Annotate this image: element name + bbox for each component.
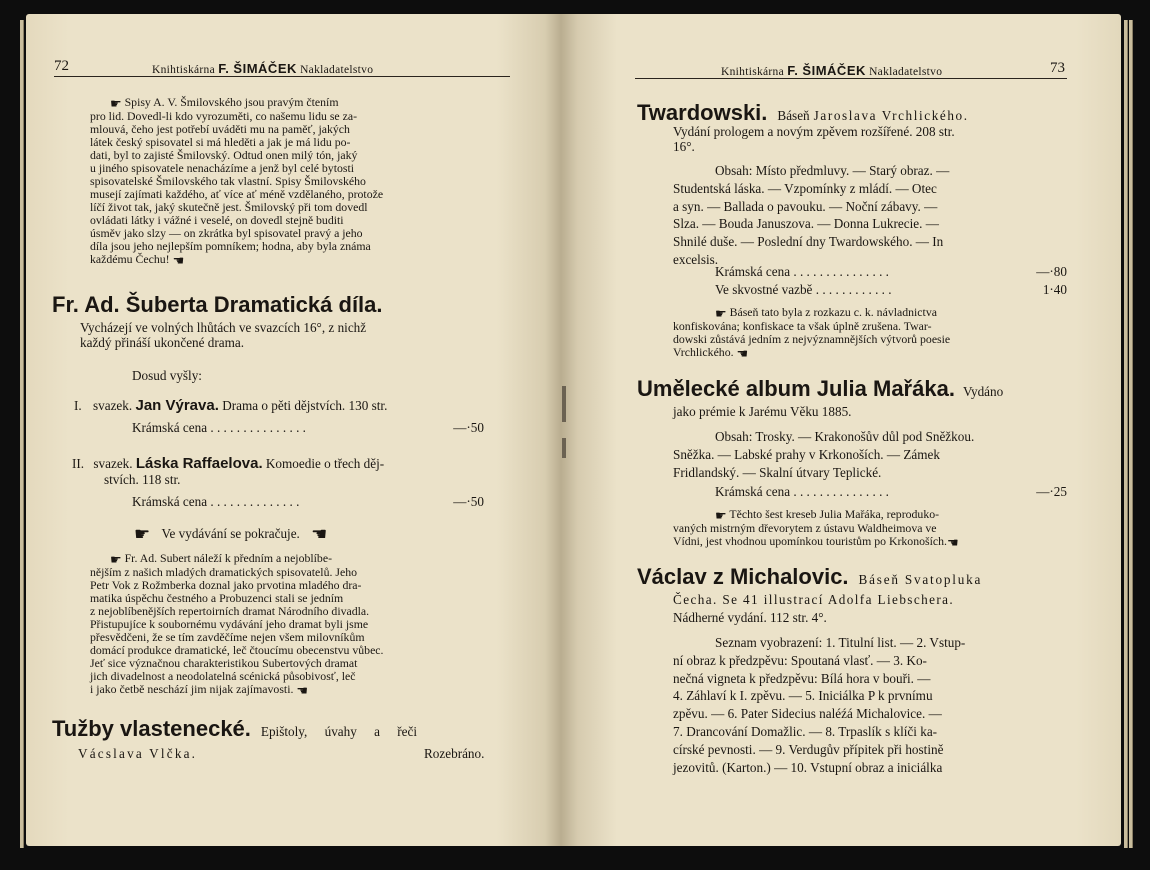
pointing-hand-icon: ☚: [296, 682, 309, 698]
contents-line: Seznam vyobrazení: 1. Titulní list. — 2. Vstup-: [715, 635, 966, 650]
album-after: Vydáno: [962, 384, 1004, 399]
smilovsky-note: [90, 96, 466, 267]
price-value: —·25: [1036, 484, 1067, 499]
price-value: —·80: [1036, 264, 1067, 279]
dosud-label: Dosud vyšly:: [132, 368, 202, 383]
note-line: Jeť sice význačnou charakteristikou Subertových dramat: [90, 655, 358, 670]
vaclav-contents: [673, 634, 965, 776]
suberta-desc: [80, 320, 366, 350]
page-edge-right: [1124, 20, 1128, 848]
tuzby-entry: [52, 716, 417, 742]
pointing-hand-icon: ☚: [311, 524, 328, 545]
contents-line: a syn. — Ballada o pavouku. — Noční zábavy. —: [673, 198, 938, 214]
price-dots: . . . . . . . . . . . .: [812, 282, 892, 297]
note-line: přesvědčeni, že se tím zavděčíme nejen všem milovníkům: [90, 629, 365, 644]
contents-line: 7. Drancování Domažlic. — 8. Trpaslík s klíči ka-: [673, 723, 938, 739]
price-dots: . . . . . . . . . . . . . . .: [207, 420, 306, 435]
spine-stitch: [562, 438, 566, 458]
album-line2: jako prémie k Jarému Věku 1885.: [673, 404, 852, 419]
contents-line: Slza. — Bouda Januszova. — Donna Lukrecie. —: [673, 216, 939, 232]
volume-2-entry: [72, 456, 384, 471]
note-line: vaných mistrným dřevorytem z ústavu Waldheimova ve: [673, 520, 937, 535]
note-line: látek český spisovatel si má hleděti a jak je má lidu po-: [90, 134, 351, 149]
price-row: [132, 420, 484, 435]
twardowski-note: [673, 306, 950, 360]
suberta-desc-line: každý přináší ukončené drama.: [80, 335, 245, 350]
tuzby-title: Tužby vlastenecké.: [52, 716, 251, 741]
contents-line: Sněžka. — Labské prahy v Krkonoších. — Zámek: [673, 446, 940, 462]
vaclav-line3: Nádherné vydání. 112 str. 4°.: [673, 610, 827, 625]
contents-line: jezovitů. (Karton.) — 10. Vstupní obraz a iniciálka: [673, 759, 943, 775]
album-note: [673, 508, 959, 549]
running-header-right: [721, 63, 942, 78]
album-contents: [673, 428, 974, 481]
contents-line: Fridlandský. — Skalní útvary Teplické.: [673, 464, 882, 480]
right-page: [561, 14, 1121, 846]
page-edge-right-2: [1129, 20, 1133, 848]
page-number-right: 73: [1050, 60, 1065, 76]
note-line: Vídni, jest vhodnou upomínkou touristům po Krkonoších.☚: [673, 533, 959, 550]
price-value: —·50: [453, 494, 484, 509]
vol-desc: Komoedie o třech děj-: [265, 456, 385, 471]
tuzby-rest: Epištoly, úvahy a řeči: [260, 724, 418, 739]
header-brand: F. ŠIMÁČEK: [218, 61, 297, 76]
vol-svazek: svazek.: [93, 456, 133, 471]
vaclav-title: Václav z Michalovic.: [637, 564, 849, 589]
spine-stitch: [562, 386, 566, 422]
subert-note: [90, 552, 466, 697]
note-line: Petr Vok z Rožmberka doznal jako prvotina mladého dra-: [90, 577, 362, 592]
note-line: každému Čechu! ☚: [90, 251, 185, 268]
tuzby-status: Rozebráno.: [424, 746, 485, 761]
pointing-hand-icon: ☚: [946, 534, 959, 550]
pointing-hand-icon: ☛: [715, 507, 727, 523]
note-line: díla jsou jeho nejlepším pomníkem; hodna, aby byla známa: [90, 238, 371, 253]
price-label: Krámská cena: [715, 484, 791, 499]
price-value: —·50: [453, 420, 484, 435]
note-line: ☛ Báseň tato byla z rozkazu c. k. návladnictva: [715, 305, 937, 321]
price-row: [715, 484, 1067, 499]
price-label: Krámská cena: [132, 420, 208, 435]
pointing-hand-icon: ☛: [715, 305, 727, 321]
contents-line: nečná vigneta k předzpěvu: Bílá hora v bouři. —: [673, 670, 931, 686]
note-line: úsměv jako slzy — on zkrátka byl spisovatel pravý a jeho: [90, 225, 363, 240]
volume-1-entry: [74, 398, 387, 413]
price-value: 1·40: [1042, 282, 1067, 297]
twardowski-title: Twardowski.: [637, 100, 768, 125]
note-line: u jiného spisovatele nenacházíme a jenž byl celé bytosti: [90, 160, 355, 175]
note-line: z nejoblíbenějších repertoirních dramat Národního divadla.: [90, 603, 370, 618]
header-rule-right: [635, 78, 1067, 79]
header-prefix: Knihtiskárna: [721, 66, 785, 78]
twardowski-subtitle-b: Jaroslava Vrchlického.: [813, 108, 969, 123]
note-line: Přistupujíce k soubornému vydávání jeho dramat byli jsme: [90, 616, 369, 631]
vaclav-line2: Čecha. Se 41 illustrací Adolfa Liebschera.: [673, 592, 955, 607]
vol-desc-cont: stvích. 118 str.: [104, 472, 181, 487]
album-title: Umělecké album Julia Mařáka.: [637, 376, 955, 401]
twardowski-heading: [637, 100, 969, 126]
contents-line: Studentská láska. — Vzpomínky z mládí. — Otec: [673, 180, 937, 196]
note-line: Vrchlického. ☚: [673, 344, 749, 361]
open-book: [14, 6, 1138, 862]
note-line: spisovatelské Šmilovského tak vlastní. Spisy Šmilovského: [90, 173, 366, 188]
contents-line: círské pevnosti. — 9. Verdugův přípitek při hostině: [673, 741, 944, 757]
note-line: ☛ Spisy A. V. Šmilovského jsou pravým čtením: [110, 95, 339, 111]
contents-line: ní obraz k předzpěvu: Spoutaná vlasť. — 3. Ko-: [673, 652, 927, 668]
note-line: ☛ Těchto šest kreseb Julia Mařáka, reproduko-: [715, 507, 940, 523]
note-line: ☛ Fr. Ad. Subert náleží k předním a nejoblíbe-: [110, 551, 332, 567]
price-label: Krámská cena: [132, 494, 208, 509]
pointing-hand-icon: ☛: [110, 551, 122, 567]
left-page: [26, 14, 561, 846]
contents-line: Shnilé duše. — Poslední dny Twardowského. — In: [673, 234, 944, 250]
note-line: musejí zajímati každého, ať více ať méně vzdělaného, protože: [90, 186, 384, 201]
price-dots: . . . . . . . . . . . . . . .: [790, 264, 889, 279]
note-line: ovládati látky i vážné i veselé, on dovedl stejně buditi: [90, 212, 344, 227]
header-rule-left: [54, 76, 510, 77]
twardowski-contents: [673, 162, 949, 269]
pointing-hand-icon: ☚: [736, 345, 749, 361]
vol-svazek: svazek.: [93, 398, 133, 413]
note-line: konfiskována; konfiskace ta však úplně zrušena. Twar-: [673, 318, 932, 333]
edition-line: Vydání prologem a novým zpěvem rozšířené. 208 str.: [673, 124, 955, 139]
suberta-heading: Fr. Ad. Šuberta Dramatická díla.: [52, 292, 383, 317]
note-line: domácí produkce dramatické, leč čtoucímu obecenstvu vůbec.: [90, 642, 384, 657]
twardowski-edition: [673, 124, 955, 154]
vol-num: II.: [72, 456, 85, 471]
note-line: jich divadelnost a neodolatelná scénická působivosť, leč: [90, 668, 356, 683]
note-line: nějším z našich mladých dramatických spisovatelů. Jeho: [90, 564, 357, 579]
vaclav-after: Báseň Svatopluka: [858, 572, 983, 587]
vaclav-heading: [637, 564, 982, 590]
contents-line: Obsah: Trosky. — Krakonošův důl pod Sněžkou.: [715, 429, 975, 444]
contents-line: zpěvu. — 6. Pater Sidecius naléźá Michalovice. —: [673, 706, 942, 722]
running-header-left: [152, 61, 373, 76]
contents-line: Obsah: Místo předmluvy. — Starý obraz. —: [715, 163, 950, 178]
pointing-hand-icon: ☛: [134, 524, 151, 545]
pointing-hand-icon: ☚: [172, 252, 185, 268]
vol-desc: Drama o pěti dějstvích. 130 str.: [222, 398, 388, 413]
header-suffix: Nakladatelstvo: [869, 66, 943, 78]
vol-num: I.: [74, 398, 82, 413]
header-prefix: Knihtiskárna: [152, 64, 216, 76]
page-number-left: 72: [54, 58, 69, 74]
note-line: matika úspěchu čestného a Probuzenci stali se jedním: [90, 590, 344, 605]
continued-line: ☛ Ve vydávání se pokračuje. ☚: [134, 524, 328, 545]
price-row: [715, 282, 1067, 297]
price-label: Krámská cena: [715, 264, 791, 279]
suberta-desc-line: Vycházejí ve volných lhůtách ve svazcích 16°, z nichž: [80, 320, 367, 335]
note-line: dati, byl to zajisté Šmilovský. Odtud onen milý tón, jaký: [90, 147, 358, 162]
price-dots: . . . . . . . . . . . . . . .: [790, 484, 889, 499]
page-edge-left: [20, 20, 24, 848]
twardowski-subtitle-a: Báseň: [777, 108, 810, 123]
note-line: pro lid. Dovedl-li kdo vyrozuměti, co našemu lidu se za-: [90, 108, 358, 123]
price-label: Ve skvostné vazbě: [715, 282, 813, 297]
price-row: [715, 264, 1067, 279]
note-line: i jako četbě neschází jim nijak zajímavosti. ☚: [90, 681, 309, 698]
tuzby-author: Vácslava Vlčka.: [78, 746, 198, 761]
price-dots: . . . . . . . . . . . . . .: [207, 494, 300, 509]
note-line: mlouvá, čeho jest potřebí uváděti mu na paměť, jakých: [90, 121, 350, 136]
vol-title: Jan Výrava.: [135, 397, 219, 414]
header-suffix: Nakladatelstvo: [300, 64, 374, 76]
price-row: [132, 494, 484, 509]
album-heading: [637, 376, 1003, 402]
vol-title: Láska Raffaelova.: [135, 455, 263, 472]
header-brand: F. ŠIMÁČEK: [787, 63, 866, 78]
contents-line: 4. Záhlaví k I. zpěvu. — 5. Iniciálka P k prvnímu: [673, 688, 933, 704]
pointing-hand-icon: ☛: [110, 95, 122, 111]
contents-line: excelsis.: [673, 251, 719, 267]
edition-line: 16°.: [673, 139, 695, 154]
note-line: dowski zůstává jedním z nejvýznamnějších výtvorů poesie: [673, 331, 951, 346]
note-line: líčí život tak, jaký skutečně jest. Šmilovský při tom dovedl: [90, 199, 368, 214]
